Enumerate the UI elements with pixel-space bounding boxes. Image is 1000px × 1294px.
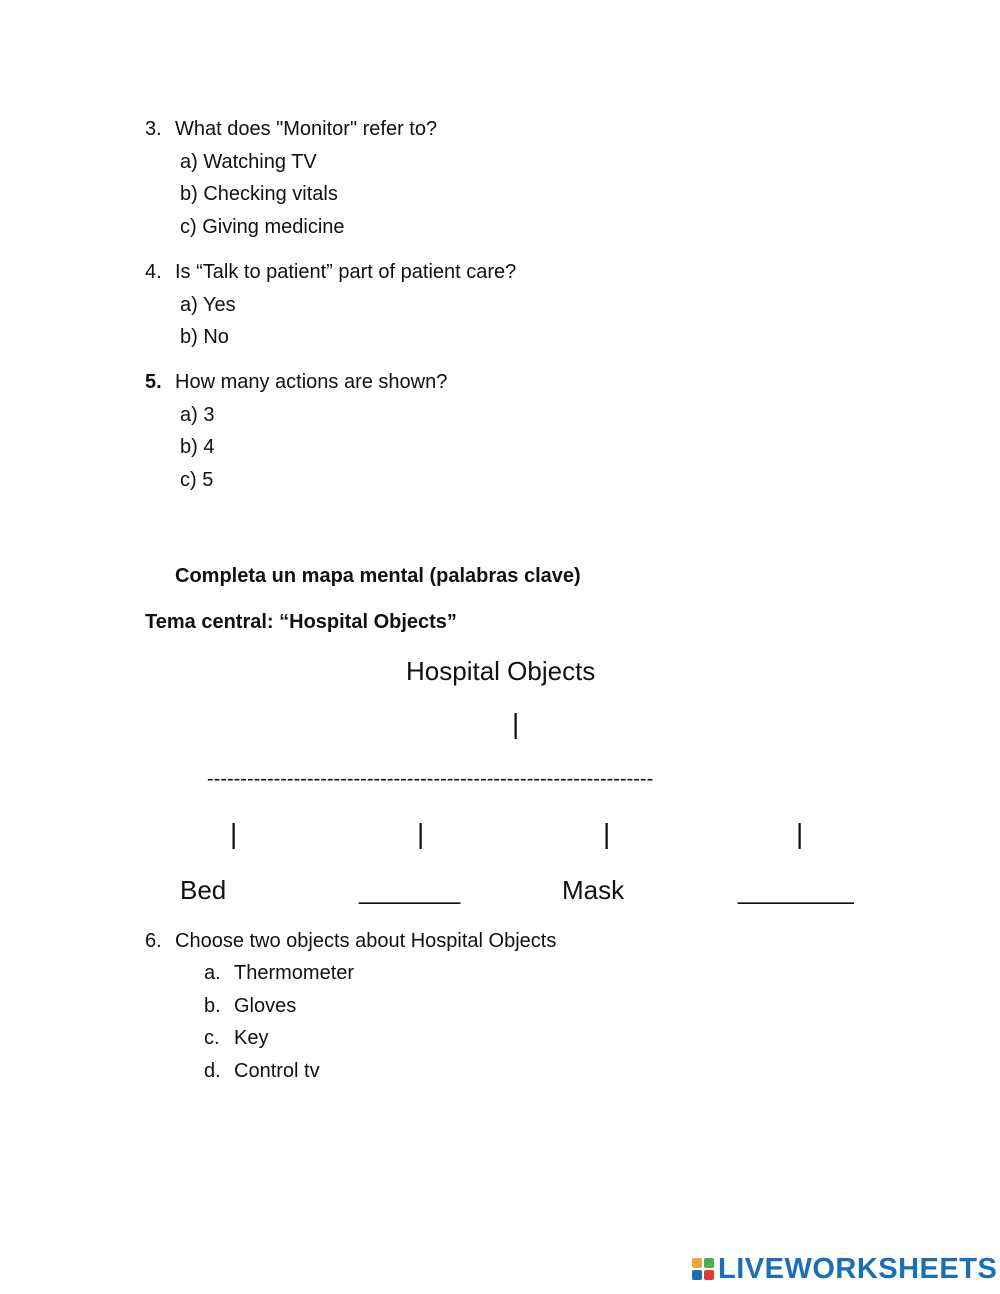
answer-option[interactable]: c) Giving medicine: [180, 216, 345, 238]
mindmap-center: Hospital Objects: [406, 656, 596, 686]
answer-option[interactable]: b) 4: [180, 436, 215, 458]
option-letter: a.: [204, 962, 221, 984]
mindmap-connector: |: [417, 818, 425, 849]
question-number: 4.: [145, 261, 162, 283]
mindmap-connector: |: [603, 818, 611, 849]
answer-option[interactable]: b) No: [180, 326, 229, 348]
answer-option[interactable]: Thermometer: [234, 962, 355, 984]
mindmap-topic-label: Tema central: “Hospital Objects”: [145, 611, 457, 633]
option-letter: d.: [204, 1060, 221, 1082]
mindmap-branch-bed: Bed: [180, 875, 227, 905]
mindmap-connector: |: [512, 708, 520, 739]
question-number: 5.: [145, 371, 162, 393]
answer-option[interactable]: Key: [234, 1027, 269, 1049]
mindmap-blank-1[interactable]: _______: [359, 875, 461, 905]
option-letter: c.: [204, 1027, 220, 1049]
brand-name: LIVEWORKSHEETS: [718, 1252, 998, 1285]
question-text: Choose two objects about Hospital Objects: [175, 930, 557, 952]
question-text: What does "Monitor" refer to?: [175, 118, 438, 140]
mindmap-instruction: Completa un mapa mental (palabras clave): [175, 565, 581, 587]
mindmap-connector: |: [230, 818, 238, 849]
answer-option[interactable]: c) 5: [180, 469, 214, 491]
mindmap-branch-mask: Mask: [562, 875, 625, 905]
question-text: How many actions are shown?: [175, 371, 448, 393]
question-number: 3.: [145, 118, 162, 140]
answer-option[interactable]: a) 3: [180, 404, 215, 426]
option-letter: b.: [204, 995, 221, 1017]
mindmap-branch-line: -------------------------------------------------------------------: [207, 768, 654, 790]
answer-option[interactable]: Gloves: [234, 995, 297, 1017]
liveworksheets-logo: [692, 1252, 997, 1286]
question-text: Is “Talk to patient” part of patient care?: [175, 261, 517, 283]
question-number: 6.: [145, 930, 162, 952]
answer-option[interactable]: Control tv: [234, 1060, 320, 1082]
answer-option[interactable]: a) Watching TV: [180, 151, 317, 173]
mindmap-blank-2[interactable]: ________: [738, 875, 854, 905]
mindmap-connector: |: [796, 818, 804, 849]
answer-option[interactable]: b) Checking vitals: [180, 183, 338, 205]
answer-option[interactable]: a) Yes: [180, 294, 236, 316]
logo-mark-icon: [692, 1258, 714, 1280]
